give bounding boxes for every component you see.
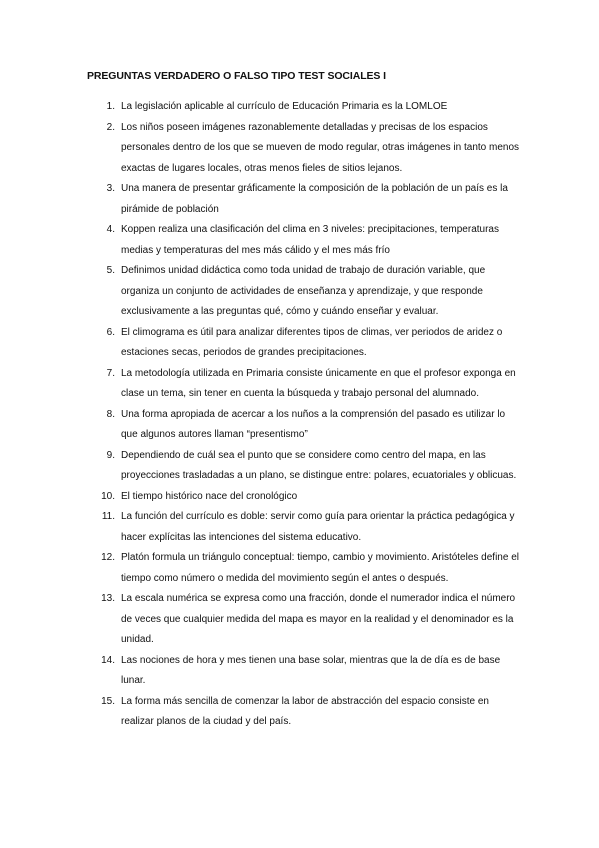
question-number: 12. (101, 552, 115, 563)
question-item (0, 261, 599, 323)
question-text: La metodología utilizada en Primaria consiste únicamente en que el profesor exponga en clase un tema, sin tener en cuenta la búsqueda y trabajo personal del alumnado. (121, 367, 516, 399)
question-number: 4. (106, 224, 115, 235)
question-text: Los niños poseen imágenes razonablemente detalladas y precisas de los espacios personales dentro de los que se mueven de modo regular, otras imágenes in tanto menos exactas de lugares locales, otras menos fieles de sitios lejanos. (121, 121, 520, 174)
question-item (0, 507, 599, 548)
question-number: 5. (106, 265, 115, 276)
question-item (0, 692, 599, 733)
question-text: Koppen realiza una clasificación del clima en 3 niveles: precipitaciones, temperaturas medias y temperaturas del mes más cálido y el mes más frío (121, 224, 499, 256)
question-item (0, 651, 599, 692)
question-number: 2. (106, 121, 115, 133)
question-text: La función del currículo es doble: servir como guía para orientar la práctica pedagógica y hacer explícitas las intenciones del sistema educativo. (121, 511, 515, 543)
question-text: El tiempo histórico nace del cronológico (121, 490, 298, 502)
question-text: Las nociones de hora y mes tienen una base solar, mientras que la de día es de base lunar. (121, 654, 501, 686)
question-number: 6. (106, 326, 115, 338)
question-number: 11. (101, 511, 115, 522)
question-item (0, 487, 599, 508)
question-item (0, 118, 599, 180)
question-number: 14. (101, 654, 115, 666)
question-list (0, 97, 599, 733)
question-number: 15. (101, 695, 115, 707)
question-text: Una manera de presentar gráficamente la composición de la población de un país es la pirámide de población (121, 183, 508, 215)
question-number: 9. (106, 449, 115, 461)
question-number: 3. (106, 183, 115, 194)
question-number: 1. (106, 101, 115, 112)
question-text: Definimos unidad didáctica como toda unidad de trabajo de duración variable, que organiza un conjunto de actividades de enseñanza y aprendizaje, y que responde exclusivamente a las preguntas qué, cómo y cuándo enseñar y evaluar. (121, 265, 486, 317)
question-item (0, 364, 599, 405)
question-text: Dependiendo de cuál sea el punto que se considere como centro del mapa, en las proyecciones trasladadas a un plano, se distingue entre: polares, ecuatoriales y oblicuas. (121, 449, 517, 481)
question-item (0, 405, 599, 446)
question-item (0, 548, 599, 589)
document-title: PREGUNTAS VERDADERO O FALSO TIPO TEST SOCIALES I (87, 70, 386, 82)
question-text: Una forma apropiada de acercar a los nuños a la comprensión del pasado es utilizar lo que algunos autores llaman “presentismo” (121, 408, 506, 440)
question-item (0, 446, 599, 487)
question-text: Platón formula un triángulo conceptual: tiempo, cambio y movimiento. Aristóteles define el tiempo como número o medida del movimiento según el antes o después. (121, 552, 519, 584)
question-item (0, 589, 599, 651)
question-item (0, 97, 599, 118)
question-number: 7. (106, 367, 115, 379)
question-number: 10. (101, 490, 115, 502)
question-item (0, 220, 599, 261)
question-number: 8. (106, 408, 115, 420)
question-item (0, 323, 599, 364)
question-text: La forma más sencilla de comenzar la labor de abstracción del espacio consiste en realizar planos de la ciudad y del país. (121, 695, 489, 727)
question-text: El climograma es útil para analizar diferentes tipos de climas, ver periodos de aridez o estaciones secas, periodos de grandes precipitaciones. (121, 326, 503, 358)
question-item (0, 179, 599, 220)
question-text: La legislación aplicable al currículo de Educación Primaria es la LOMLOE (121, 101, 448, 112)
question-text: La escala numérica se expresa como una fracción, donde el numerador indica el número de veces que cualquier medida del mapa es mayor en la realidad y el denominador es la unidad. (121, 593, 516, 645)
question-number: 13. (101, 593, 115, 604)
